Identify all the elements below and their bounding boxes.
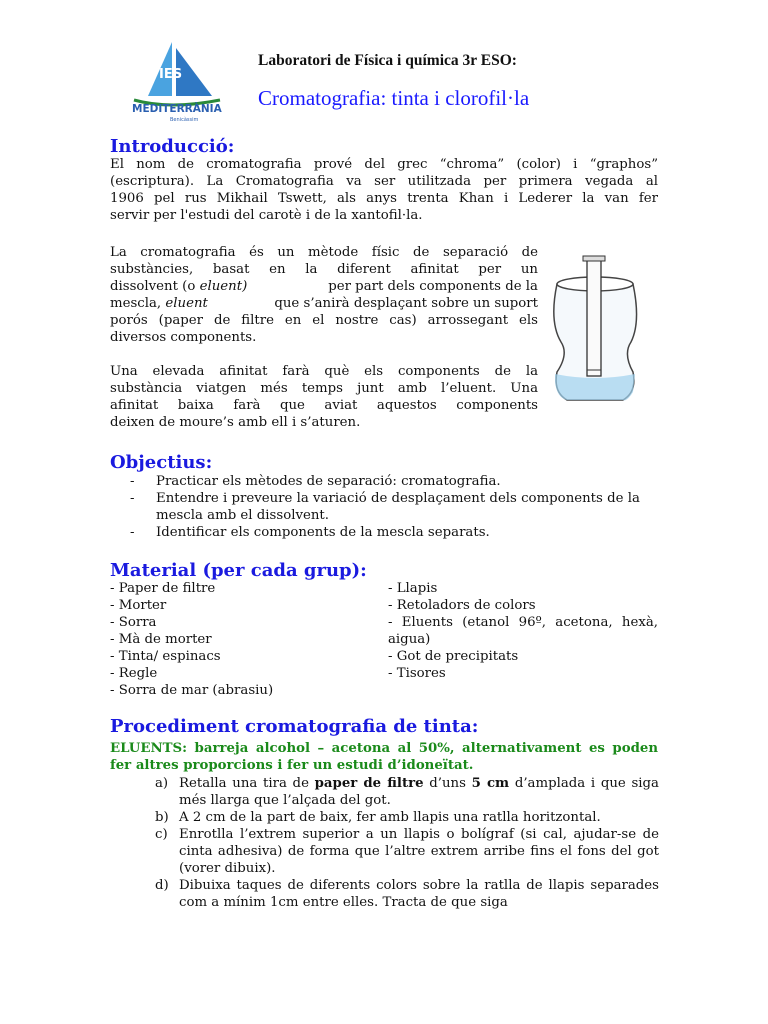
text-line: deixen de moure’s amb ell i s’aturen. <box>110 415 361 430</box>
text-line: substàncies, basat en la diferent afinitat per un <box>110 262 538 277</box>
list-item: - Identificar els components de la mescla separats. <box>130 525 490 540</box>
school-logo <box>130 40 245 125</box>
list-item: - Morter <box>110 598 167 613</box>
header-subject: Laboratori de Física i química 3r ESO: <box>258 52 517 69</box>
material-list-right <box>388 580 658 682</box>
text-line: dissolvent (o eluent) per part dels components de la <box>110 279 538 294</box>
step-item: a) Retalla una tira de paper de filtre d’uns 5 cm d’amplada i que siga més llarga que l’alçada del got. <box>155 776 659 808</box>
list-item: - Tinta/ espinacs <box>110 649 221 664</box>
logo-name-text: MEDITERRÀNIA <box>132 103 222 115</box>
objectives-heading: Objectius: <box>110 452 213 473</box>
chromatography-jar-illustration <box>547 242 643 418</box>
list-item: - Mà de morter <box>110 632 212 647</box>
intro-paragraph-1 <box>110 156 658 224</box>
list-item: - Retoladors de colors <box>388 598 536 613</box>
material-heading: Material (per cada grup): <box>110 560 367 581</box>
text-line: diversos components. <box>110 330 257 345</box>
list-item: - Got de precipitats <box>388 649 519 664</box>
document-title: Cromatografia: tinta i clorofil·la <box>258 86 530 110</box>
material-list-left <box>110 580 370 699</box>
list-item: - Tisores <box>388 666 446 681</box>
text-line: Una elevada afinitat farà què els components de la <box>110 364 538 379</box>
eluents-note: ELUENTS: barreja alcohol – acetona al 50%, alternativament es poden fer altres proporcions i fer un estudi d’idoneïtat. <box>110 741 658 773</box>
text-line: (escriptura). La Cromatografia va ser utilitzada per primera vegada al <box>110 174 658 189</box>
text-line: 1906 pel rus Mikhail Tswett, als anys trenta Khan i Lederer la van fer <box>110 191 658 206</box>
objectives-list <box>130 473 658 541</box>
text-line: substància viatgen més temps junt amb l’eluent. Una <box>110 381 538 396</box>
list-item: - Llapis <box>388 581 438 596</box>
text-line: El nom de cromatografia prové del grec “chroma” (color) i “graphos” <box>110 157 658 172</box>
text-line: porós (paper de filtre en el nostre cas) arrossegant els <box>110 313 538 328</box>
step-item: b) A 2 cm de la part de baix, fer amb llapis una ratlla horitzontal. <box>155 810 601 825</box>
list-item: - Paper de filtre <box>110 581 216 596</box>
intro-heading: Introducció: <box>110 136 235 157</box>
intro-paragraph-3 <box>110 363 538 431</box>
logo-sub-text: Benicàssim <box>170 117 199 123</box>
text-line: La cromatografia és un mètode físic de separació de <box>110 245 538 260</box>
procedure-heading: Procediment cromatografia de tinta: <box>110 716 479 737</box>
step-item: c) Enrotlla l’extrem superior a un llapis o bolígraf (si cal, ajudar-se de cinta adhesiva) de forma que l’altre extrem arribe fins el fons del got (vorer dibuix). <box>155 827 659 876</box>
text-line: mescla, eluent que s’anirà desplaçant sobre un suport <box>110 296 538 311</box>
logo-ies-text: IES <box>159 67 183 82</box>
list-item: - Regle <box>110 666 158 681</box>
text-line: servir per l'estudi del carotè i de la xantofil·la. <box>110 208 423 223</box>
procedure-steps <box>155 775 659 911</box>
step-item: d) Dibuixa taques de diferents colors sobre la ratlla de llapis separades com a mínim 1cm entre elles. Tracta de que siga <box>155 878 659 910</box>
list-item: - Sorra de mar (abrasiu) <box>110 683 274 698</box>
text-line: afinitat baixa farà que aviat aquestos components <box>110 398 538 413</box>
list-item: - Sorra <box>110 615 157 630</box>
list-item: - Eluents (etanol 96º, acetona, hexà, aigua) <box>388 615 658 647</box>
list-item: - Practicar els mètodes de separació: cromatografia. <box>130 474 501 489</box>
intro-paragraph-2 <box>110 244 538 346</box>
list-item: - Entendre i preveure la variació de desplaçament dels components de la mescla amb el dissolvent. <box>130 491 640 523</box>
